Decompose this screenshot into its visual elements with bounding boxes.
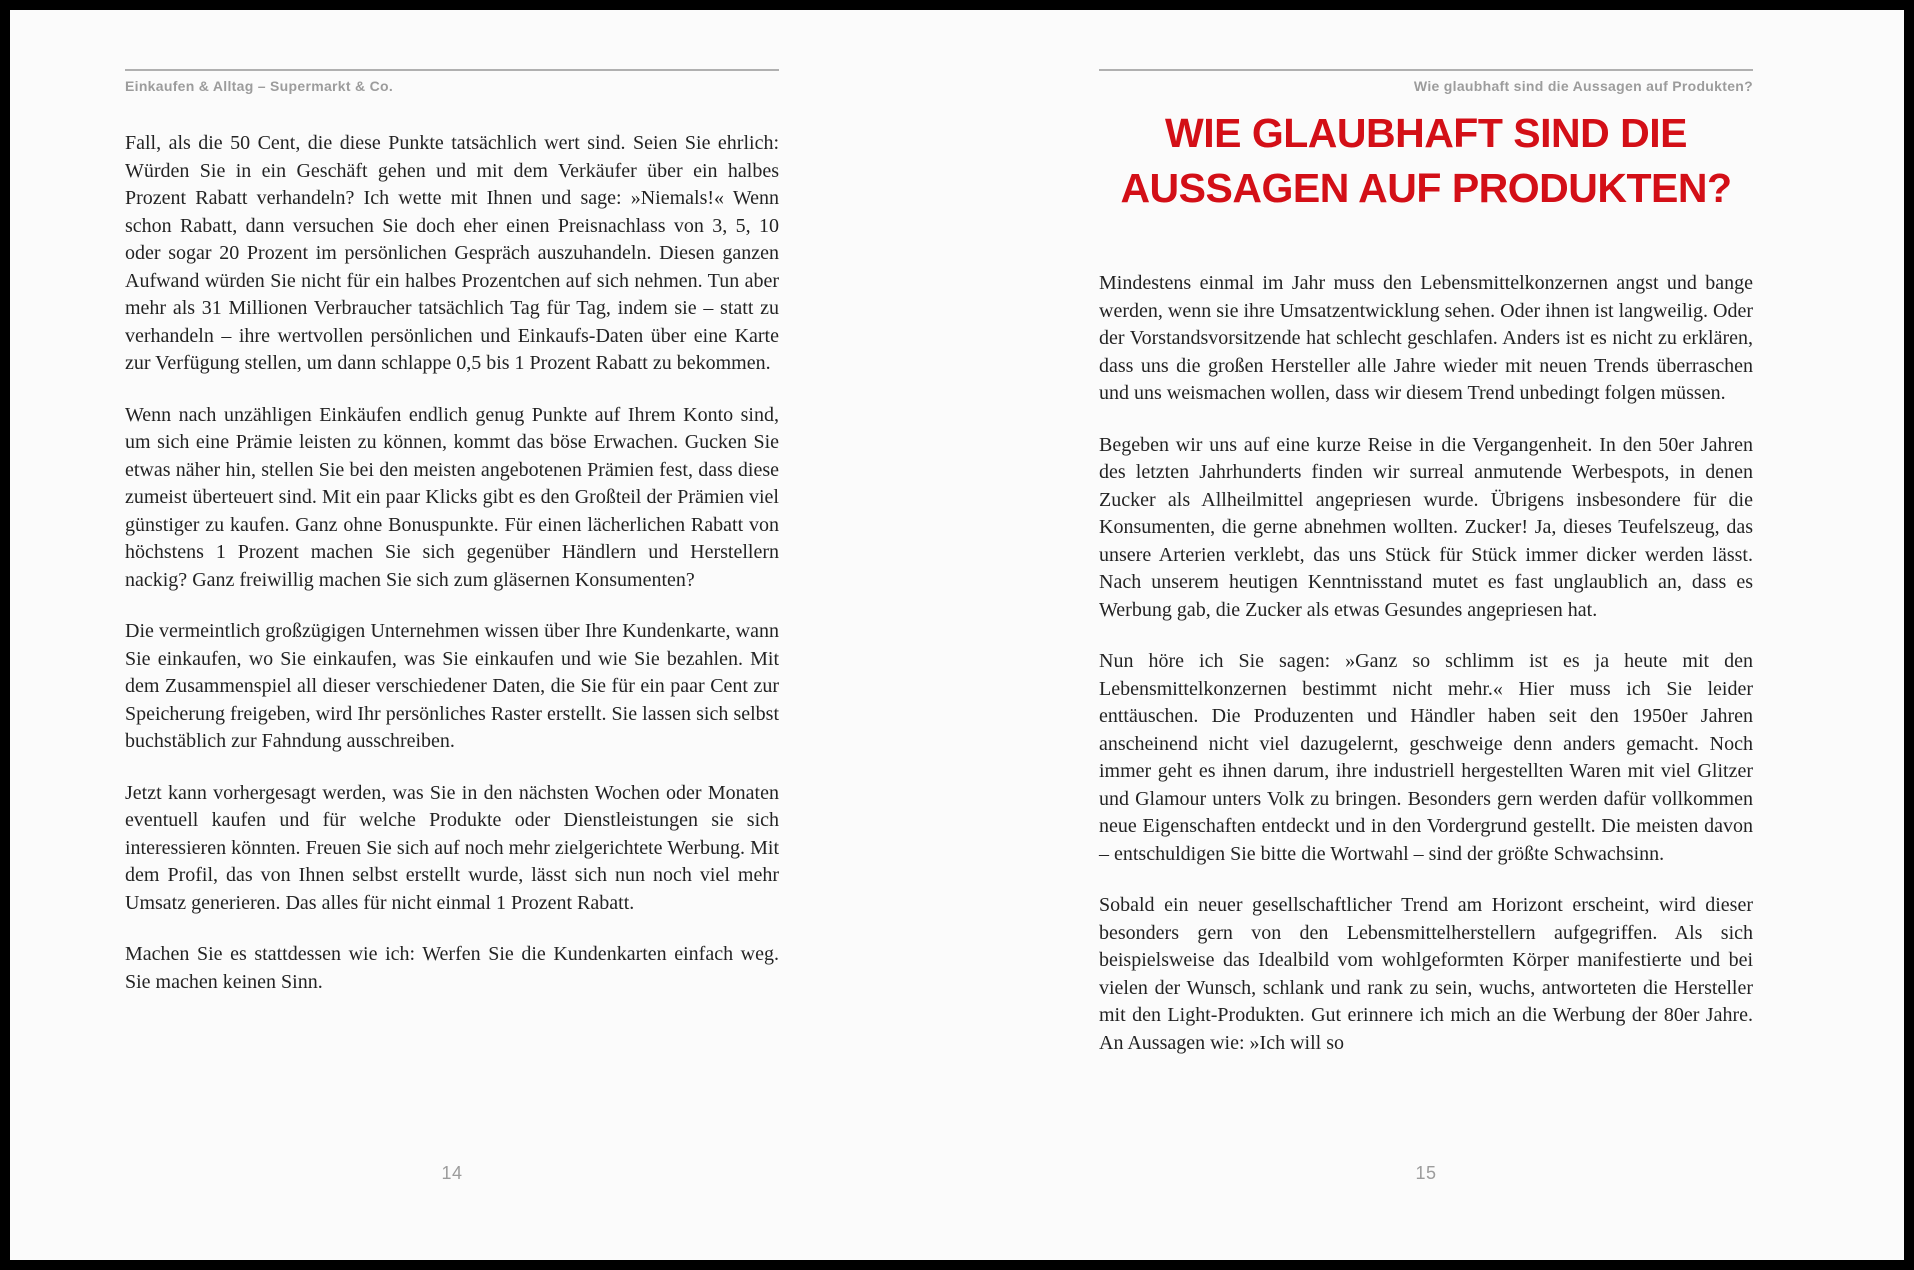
body-text-left [125, 130, 779, 1020]
body-paragraph: Wenn nach unzähligen Einkäufen endlich genug Punkte auf Ihrem Konto sind, um sich eine Prämie leisten zu können, kommt das böse Erwachen. Gucken Sie etwas näher hin, stellen Sie bei den meisten angebotenen Prämien fest, dass diese zumeist überteuert sind. Mit ein paar Klicks gibt es den Großteil der Prämien viel günstiger zu kaufen. Ganz ohne Bonuspunkte. Für einen lächerlichen Rabatt von höchstens 1 Prozent machen Sie sich gegenüber Händlern und Herstellern nackig? Ganz freiwillig machen Sie sich zum gläsernen Konsumenten? [125, 403, 779, 591]
body-paragraph: Sobald ein neuer gesellschaftlicher Trend am Horizont erscheint, wird dieser besonders gern von den Lebensmittelherstellern aufgegriffen. Als sich beispielsweise das Idealbild vom wohlgeformten Körper manifestierte und bei vielen der Wunsch, schlank und rank zu sein, wuchs, antworteten die Hersteller mit den Light-Produkten. Gut erinnere ich mich an die Werbung der 80er Jahre. An Aussagen wie: »Ich will so [1099, 894, 1753, 1054]
running-head-rule-left [125, 69, 779, 71]
book-spread [10, 10, 1904, 1260]
page-number-right: 15 [1415, 1163, 1437, 1183]
body-paragraph: Nun höre ich Sie sagen: »Ganz so schlimm ist es ja heute mit den Lebensmittelkonzernen bestimmt nicht mehr.« Hier muss ich Sie leider enttäuschen. Die Produzenten und Händler haben seit den 1950er Jahren anscheinend nicht viel dazugelernt, geschweige denn anders gemacht. Noch immer geht es ihnen darum, ihre industriell hergestellten Waren mit viel Glitzer und Glamour unters Volk zu bringen. Besonders gern werden dafür vollkommen neue Eigenschaften entdeckt und in den Vordergrund gestellt. Die meisten davon – entschuldigen Sie bitte die Wortwahl – sind der größte Schwachsinn. [1099, 650, 1753, 865]
running-head-rule-right [1099, 69, 1753, 71]
body-paragraph: Machen Sie es stattdessen wie ich: Werfen Sie die Kundenkarten einfach weg. Sie machen keinen Sinn. [125, 943, 779, 993]
chapter-title-line: WIE GLAUBHAFT SIND DIE [1165, 110, 1687, 156]
body-paragraph: Jetzt kann vorhergesagt werden, was Sie in den nächsten Wochen oder Monaten eventuell kaufen und für welche Produkte oder Dienstleistungen sie sich interessieren könnten. Freuen Sie sich auf noch mehr zielgerichtete Werbung. Mit dem Profil, das von Ihnen selbst erstellt wurde, lässt sich nun noch viel mehr Umsatz generieren. Das alles für nicht einmal 1 Prozent Rabatt. [125, 781, 779, 914]
body-paragraph: Begeben wir uns auf eine kurze Reise in die Vergangenheit. In den 50er Jahren des letzten Jahrhunderts finden wir surreal anmutende Werbespots, in denen Zucker als Allheilmittel angepriesen wurde. Übrigens insbesondere für die Konsumenten, die gerne abnehmen wollten. Zucker! Ja, dieses Teufelszeug, das unsere Arterien verklebt, das uns Stück für Stück immer dicker werden lässt. Nach unserem heutigen Kenntnisstand mutet es fast unglaublich an, dass es Werbung gab, die Zucker als etwas Gesundes angepriesen hat. [1099, 433, 1753, 621]
body-paragraph: Mindestens einmal im Jahr muss den Lebensmittelkonzernen angst und bange werden, wenn sie ihre Umsatzentwicklung sehen. Oder ihnen ist langweilig. Oder der Vorstandsvorsitzende hat schlecht geschlafen. Anders ist es nicht zu erklären, dass uns die großen Hersteller alle Jahre wieder mit neuen Trends überraschen und uns weismachen wollen, dass wir diesem Trend unbedingt folgen müssen. [1099, 272, 1753, 404]
chapter-title [1099, 106, 1753, 216]
body-paragraph: Fall, als die 50 Cent, die diese Punkte tatsächlich wert sind. Seien Sie ehrlich: Würden Sie in ein Geschäft gehen und mit dem Verkäufer über ein halbes Prozent Rabatt verhandeln? Ich wette mit Ihnen und sage: »Niemals!« Wenn schon Rabatt, dann versuchen Sie doch eher einen Preisnachlass von 3, 5, 10 oder sogar 20 Prozent im persönlichen Gespräch auszuhandeln. Diesen ganzen Aufwand würden Sie nicht für ein halbes Prozentchen auf sich nehmen. Tun aber mehr als 31 Millionen Verbraucher tatsächlich Tag für Tag, indem sie – statt zu verhandeln – ihre wertvollen persönlichen und Einkaufs-Daten über eine Karte zur Verfügung stellen, um dann schlappe 0,5 bis 1 Prozent Rabatt zu bekommen. [125, 132, 779, 374]
running-head-left: Einkaufen & Alltag – Supermarkt & Co. [125, 78, 394, 94]
page-number-left: 14 [441, 1163, 463, 1183]
body-paragraph: Die vermeintlich großzügigen Unternehmen wissen über Ihre Kundenkarte, wann Sie einkaufen, wo Sie einkaufen, was Sie einkaufen und wie Sie bezahlen. Mit dem Zusammenspiel all dieser verschiedener Daten, die Sie für ein paar Cent zur Speicherung freigeben, wird Ihr persönliches Raster erstellt. Sie lassen sich selbst buchstäblich zur Fahndung ausschreiben. [125, 620, 779, 752]
chapter-title-line: AUSSAGEN AUF PRODUKTEN? [1120, 165, 1732, 211]
body-text-right [1099, 270, 1753, 1081]
running-head-right: Wie glaubhaft sind die Aussagen auf Produkten? [1413, 78, 1753, 94]
